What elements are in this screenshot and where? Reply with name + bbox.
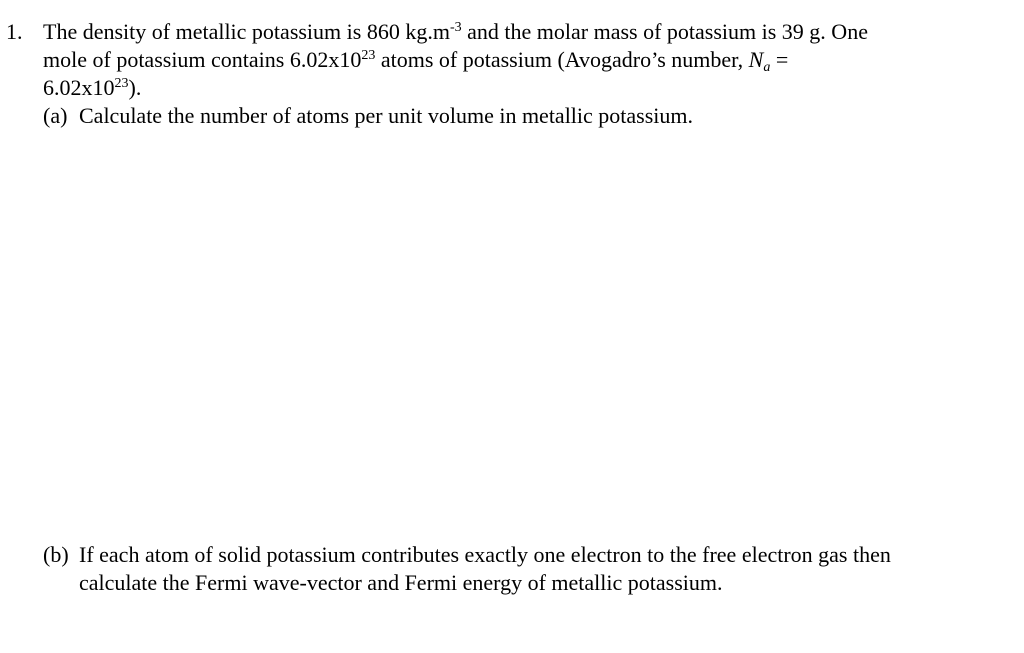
- part-b-body: [79, 541, 1003, 597]
- stem-line-2: [43, 46, 1003, 74]
- stem-line-3: [43, 74, 1003, 102]
- stem-text: ).: [128, 75, 142, 100]
- part-a-text: Calculate the number of atoms per unit volume in metallic potassium.: [79, 103, 694, 128]
- stem-line-1: [43, 18, 1003, 46]
- part-a-label: (a): [43, 103, 68, 128]
- exponent: -3: [449, 20, 462, 35]
- avogadro-symbol: N: [748, 47, 764, 72]
- part-b-line-1: If each atom of solid potassium contributes exactly one electron to the free electron gas then: [79, 542, 891, 567]
- exponent: 23: [361, 48, 376, 63]
- stem-text: and the molar mass of potassium is 39 g. One: [461, 19, 868, 44]
- question-number: 1.: [6, 19, 23, 44]
- question-stem: [43, 18, 1003, 102]
- stem-text: mole of potassium contains 6.02x10: [43, 47, 362, 72]
- part-b-label: (b): [43, 542, 69, 567]
- part-a: [43, 102, 693, 130]
- exponent: 23: [114, 76, 129, 91]
- stem-text: The density of metallic potassium is 860 kg.m: [43, 19, 450, 44]
- stem-text: atoms of potassium (Avogadro’s number,: [375, 47, 749, 72]
- stem-text: 6.02x10: [43, 75, 115, 100]
- part-b-line-2: calculate the Fermi wave-vector and Fermi energy of metallic potassium.: [79, 570, 723, 595]
- subscript-letter: a: [763, 60, 771, 75]
- stem-text: =: [770, 47, 789, 72]
- part-b: [43, 541, 1003, 597]
